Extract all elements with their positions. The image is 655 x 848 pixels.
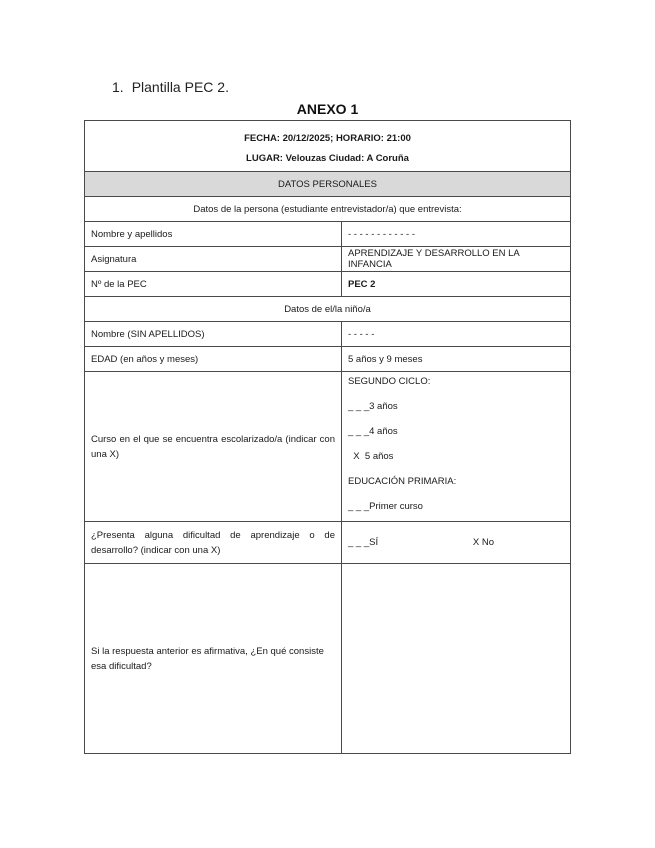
difficulty-detail-value[interactable]	[342, 564, 571, 754]
course-label: Curso en el que se encuentra escolarizado/a (indicar con una X)	[85, 372, 342, 522]
pec-value[interactable]: PEC 2	[342, 272, 571, 297]
pec-form-table	[84, 120, 571, 754]
heading-number: 1.	[112, 79, 124, 95]
annex-title: ANEXO 1	[296, 101, 359, 117]
personal-data-header: DATOS PERSONALES	[85, 172, 571, 197]
interviewer-section-header: Datos de la persona (estudiante entrevistador/a) que entrevista:	[85, 197, 571, 222]
difficulty-no-option[interactable]: X No	[472, 537, 494, 548]
course-option-header-primary: EDUCACIÓN PRIMARIA:	[348, 475, 457, 487]
course-option-4-years[interactable]: _ _ _4 años	[348, 425, 398, 437]
subject-label: Asignatura	[85, 247, 342, 272]
subject-value[interactable]: APRENDIZAJE Y DESARROLLO EN LA INFANCIA	[342, 247, 571, 272]
course-option-first-grade[interactable]: _ _ _Primer curso	[348, 500, 423, 512]
child-name-label: Nombre (SIN APELLIDOS)	[85, 322, 342, 347]
child-section-header: Datos de el/la niño/a	[85, 297, 571, 322]
child-name-value[interactable]: - - - - -	[342, 322, 571, 347]
course-options	[342, 372, 571, 522]
age-label: EDAD (en años y meses)	[85, 347, 342, 372]
course-option-3-years[interactable]: _ _ _3 años	[348, 400, 398, 412]
course-option-5-years[interactable]: X 5 años	[348, 450, 394, 462]
place-line: LUGAR: Velouzas Ciudad: A Coruña	[85, 146, 571, 172]
heading-text: Plantilla PEC 2.	[131, 79, 229, 95]
age-value[interactable]: 5 años y 9 meses	[342, 347, 571, 372]
difficulty-options	[342, 522, 571, 564]
date-line: FECHA: 20/12/2025; HORARIO: 21:00	[85, 121, 571, 146]
pec-label: Nº de la PEC	[85, 272, 342, 297]
name-label: Nombre y apellidos	[85, 222, 342, 247]
name-value[interactable]: - - - - - - - - - - - -	[342, 222, 571, 247]
difficulty-yes-option[interactable]: _ _ _SÍ	[348, 537, 379, 548]
difficulty-label: ¿Presenta alguna dificultad de aprendizaje o de desarrollo? (indicar con una X)	[85, 522, 342, 564]
section-heading	[112, 79, 229, 95]
course-option-header-second-cycle: SEGUNDO CICLO:	[348, 375, 431, 387]
difficulty-detail-label: Si la respuesta anterior es afirmativa, ¿En qué consiste esa dificultad?	[85, 564, 342, 754]
